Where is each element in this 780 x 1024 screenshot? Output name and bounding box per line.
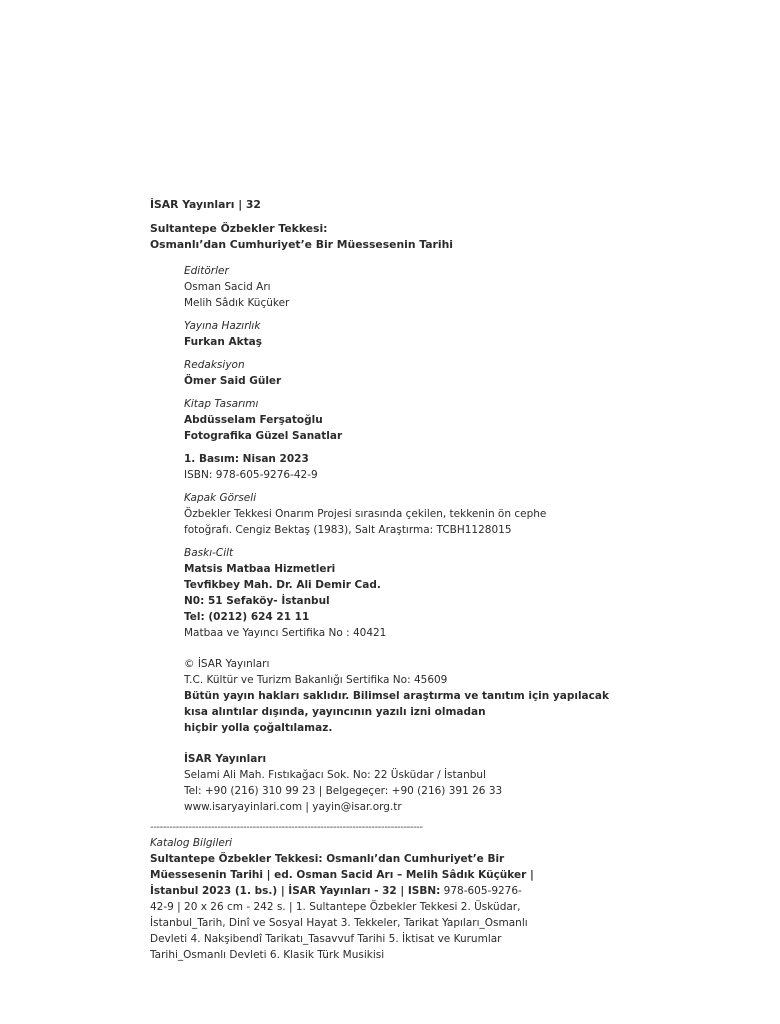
print-role: Baskı-Cilt: [184, 547, 234, 559]
catalog-rest: 978-605-9276-42-9 | 20 x 26 cm - 242 s. | 1. Sultantepe Özbekler Tekkesi 2. Üsküdar, İstanbul_Tarih, Dinî ve Sosyal Hayat 3. Tekkeler, Tarikat Yapıları_Osmanlı Devleti 4. Nakşibendî Tarikatı_Tasavvuf Tarihi 5. İktisat ve Kurumlar Tarihi_Osmanlı Devleti 6. Klasik Türk Musikisi: [150, 885, 528, 961]
print-line: Tevfikbey Mah. Dr. Ali Demir Cad.: [184, 579, 381, 591]
print-line: Matsis Matbaa Hizmetleri: [184, 563, 336, 575]
design-block: [184, 396, 550, 444]
book-title: [150, 221, 550, 253]
publisher-block: [184, 751, 550, 815]
redaction-name: Ömer Said Güler: [184, 375, 282, 387]
prep-block: [184, 318, 550, 350]
design-role: Kitap Tasarımı: [184, 398, 259, 410]
isbn-line: ISBN: 978-605-9276-42-9: [184, 469, 318, 481]
cover-line: fotoğrafı. Cengiz Bektaş (1983), Salt Araştırma: TCBH1128015: [184, 524, 512, 536]
rights-line: hiçbir yolla çoğaltılamaz.: [184, 722, 333, 734]
rights-line: kısa alıntılar dışında, yayıncının yazılı izni olmadan: [184, 706, 486, 718]
copyright-line: © İSAR Yayınları: [184, 658, 270, 670]
catalog-text: [150, 851, 535, 963]
catalog-label: Katalog Bilgileri: [150, 837, 233, 849]
print-cert: Matbaa ve Yayıncı Sertifika No : 40421: [184, 627, 387, 639]
publisher-web[interactable]: www.isaryayinlari.com | yayin@isar.org.tr: [184, 801, 402, 813]
prep-name: Furkan Aktaş: [184, 336, 262, 348]
publisher-name: İSAR Yayınları: [184, 753, 267, 765]
colophon-page: [150, 198, 609, 963]
imprint: [184, 263, 609, 815]
editors-role: Editörler: [184, 265, 229, 277]
print-line: Tel: (0212) 624 21 11: [184, 611, 310, 623]
editors-block: [184, 263, 550, 311]
separator-line: -------------------------------------------------------------------------------------: [150, 822, 423, 833]
redaction-block: [184, 357, 550, 389]
ministry-cert: T.C. Kültür ve Turizm Bakanlığı Sertifika No: 45609: [184, 674, 448, 686]
rights-block: [184, 656, 609, 736]
prep-role: Yayına Hazırlık: [184, 320, 261, 332]
editor-name: Melih Sâdık Küçüker: [184, 297, 290, 309]
edition-block: [184, 451, 550, 483]
book-title-line-1: Sultantepe Özbekler Tekkesi:: [150, 222, 328, 235]
publisher-phone: Tel: +90 (216) 310 99 23 | Belgegeçer: +90 (216) 391 26 33: [184, 785, 503, 797]
editor-name: Osman Sacid Arı: [184, 281, 271, 293]
catalog-bold: Sultantepe Özbekler Tekkesi: Osmanlı’dan Cumhuriyet’e Bir Müessesenin Tarihi | ed. Osman Sacid Arı – Melih Sâdık Küçüker | İstanbul 2023 (1. bs.) | İSAR Yayınları - 32 | ISBN:: [150, 853, 534, 897]
print-block: [184, 545, 550, 641]
series-line: İSAR Yayınları | 32: [150, 198, 261, 211]
cover-role: Kapak Görseli: [184, 492, 257, 504]
book-title-line-2: Osmanlı’dan Cumhuriyet’e Bir Müessesenin Tarihi: [150, 238, 453, 251]
design-name: Fotografika Güzel Sanatlar: [184, 430, 343, 442]
cover-block: [184, 490, 550, 538]
edition-line: 1. Basım: Nisan 2023: [184, 453, 309, 465]
print-line: N0: 51 Sefaköy- İstanbul: [184, 595, 330, 607]
design-name: Abdüsselam Ferşatoğlu: [184, 414, 323, 426]
publisher-address: Selami Ali Mah. Fıstıkağacı Sok. No: 22 Üsküdar / İstanbul: [184, 769, 486, 781]
rights-line: Bütün yayın hakları saklıdır. Bilimsel araştırma ve tanıtım için yapılacak: [184, 690, 609, 702]
cover-line: Özbekler Tekkesi Onarım Projesi sırasında çekilen, tekkenin ön cephe: [184, 508, 547, 520]
redaction-role: Redaksiyon: [184, 359, 245, 371]
